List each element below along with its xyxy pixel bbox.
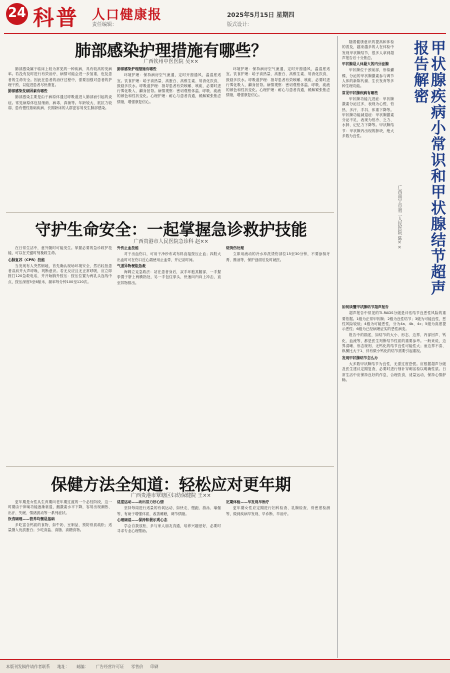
footer-item: 广告经营许可证: [95, 664, 124, 669]
article-body-column: [8, 246, 112, 464]
article-title-menopause: 保健方法全知道：轻松应对更年期: [50, 475, 291, 494]
footer-item: 零售价: [131, 664, 144, 669]
paragraph: 报告中的描述，如结节的大小、形态、边界、内部回声、钙化、血流等，都是医生判断结节性质的重要参考。一般来说，边界清晰、形态规则、无钙化的结节良性可能性大；而边界不清、纵横比大于1、伴有微小钙化的结节需要引起重视。: [342, 333, 446, 354]
designer-line: 版式设计：: [227, 22, 253, 28]
article-body-column: [8, 67, 112, 209]
article-body-column: [226, 500, 330, 655]
masthead-rule: [4, 33, 446, 34]
paragraph: 随着健康意识的提高和体检的普及，越来越多的人在体检中发现甲状腺结节，很多人拿到超声报告后十分焦虑。: [342, 40, 394, 60]
subheading: 饮食调理——营养均衡是基础: [8, 516, 55, 521]
paragraph: 肺部感染属于临床上较为常见的一种疾病，具有较高的发病率。若没有及时进行有效治疗，病情可能会进一步加重，危及患者的生命安全。因此在患者的治疗过程中，需要加强对患者的护理干预，以促进患者尽快康复。: [8, 67, 112, 87]
page-footer: [0, 659, 450, 673]
subheading: 发现甲状腺结节怎么办: [342, 355, 378, 360]
paragraph: 超声报告中常见的TI-RADS分级是评估结节良恶性风险的重要依据。1级为正常甲状腺；2级为良性结节；3级为可能良性，恶性风险较低；4级为可疑恶性，分为4a、4b、4c；5级为高度提示恶性；6级为已经病理证实的恶性病变。: [342, 311, 446, 332]
article-author: 广西贵港市人民医院急诊科 赵××: [133, 239, 209, 245]
side-article-column-top: [342, 40, 394, 302]
newspaper-name: 人口健康报: [92, 8, 163, 23]
subheading: 气道异物梗阻急救: [117, 263, 146, 268]
article-body-column: [226, 246, 330, 464]
footer-item: 印刷: [150, 664, 159, 669]
subheading: 外伤止血技能: [117, 246, 139, 250]
article-title-emergency-care: 守护生命安全：一起掌握急诊救护技能: [34, 220, 307, 239]
column-divider: [337, 36, 338, 658]
paragraph: 坚持每周进行适量的有氧运动，如快走、慢跑、游泳、瑜伽等，有助于增强体质，改善睡眠，调节情绪。: [117, 506, 221, 516]
paragraph: 环境护理：保持病房空气流通，定时开窗通风，温湿度适宜。饮食护理：给予高热量、高蛋白、高维生素、易消化饮食，鼓励多饮水。呼吸道护理：指导患者有效咳嗽、咳痰，必要时进行雾化吸入、翻身拍背。病情观察：密切观察体温、呼吸、痰液的颜色和性状变化。心理护理：耐心与患者沟通，缓解紧张焦虑情绪，增强康复信心。: [117, 73, 221, 104]
article-separator: [6, 212, 334, 213]
paragraph: 大多数甲状腺结节为良性，无需过度恐慌。应根据超声分级及医生建议定期复查，必要时进行细针穿刺活检以明确性质。日常生活中应保持良好的作息，合理饮食，适量运动，保持心情舒畅。: [342, 361, 446, 382]
paragraph: 甲状腺位于颈前部，形似蝴蝶，分泌的甲状腺激素参与调节人体的新陈代谢、生长发育等多种生理功能。: [342, 68, 394, 89]
paragraph: 学会自我放松，多与家人朋友沟通，培养兴趣爱好，必要时寻求专业心理帮助。: [117, 524, 221, 534]
article-body-column: [117, 67, 221, 209]
article-title-lung-infection: 肺部感染护理措施有哪些？: [74, 41, 267, 60]
page-number-badge: 24: [6, 3, 28, 25]
article-author: 广西贵港市覃塘区妇幼保健院 王××: [131, 493, 211, 499]
paragraph: 海姆立克急救法：站在患者身后，双手环抱其腰部，一手握拳置于脐上两横指处，另一手包住拳头，快速向内向上冲击，直至异物排出。: [117, 270, 221, 285]
paragraph: 更年期是女性从生育期向老年期过渡的一个必经阶段，这一时期由于卵巢功能逐渐衰退，雌激素水平下降，容易出现潮热、出汗、失眠、情绪波动等一系列症状。: [8, 500, 112, 515]
side-article-author: 广西南宁市第二人民医院 陈××: [397, 185, 402, 251]
footer-item: 邮编：: [76, 664, 89, 669]
article-author: 广西钦州中医医院 吴××: [143, 59, 199, 65]
footer-item: 本版刊发稿件请作者联系: [6, 664, 50, 669]
article-body-column: [8, 500, 112, 655]
paragraph: 对于出血伤口，可用干净纱布或布料直接按压止血；四肢大出血时可在伤口近心端使用止血带，并记录时间。: [117, 252, 221, 262]
subheading: 定期体检——早发现早治疗: [226, 500, 270, 504]
footer-item: 地址：: [57, 664, 70, 669]
paragraph: 当发现有人突然倒地，首先确认现场环境安全，然后轻拍患者双肩并大声呼唤，判断意识。若无反应且无正常呼吸，应立即拨打120急救电话，并开始胸外按压：按压位置为两乳头连线中点，按压深度5至6厘米，频率每分钟100至120次。: [8, 263, 112, 284]
paragraph: 肺部感染主要是由于病原体通过呼吸道进入肺部而引起的炎症。常见病原体包括细菌、病毒、真菌等。年龄较大、抵抗力较弱、患有慢性基础疾病、长期卧床的人群更容易发生肺部感染。: [8, 95, 112, 111]
article-separator: [6, 466, 334, 467]
subheading: 心理调适——保持积极乐观心态: [117, 517, 168, 522]
subheading: 常见甲状腺疾病有哪些: [342, 90, 378, 95]
article-body-column: [117, 246, 221, 464]
article-body-column: [117, 500, 221, 655]
subheading: 甲状腺是人体最大的内分泌腺: [342, 62, 389, 67]
subheading: 心肺复苏（CPR）技能: [8, 257, 45, 262]
subheading: 适度运动——动出活力好心情: [117, 500, 164, 504]
paragraph: 环境护理：保持病房空气流通，定时开窗通风，温湿度适宜。饮食护理：给予高热量、高蛋白、高维生素、易消化饮食，鼓励多饮水。呼吸道护理：指导患者有效咳嗽、咳痰，必要时进行雾化吸入、翻身拍背。病情观察：密切观察体温、呼吸、痰液的颜色和性状变化。心理护理：耐心与患者沟通，缓解紧张焦虑情绪，增强康复信心。: [226, 67, 330, 98]
paragraph: 多吃富含钙质的食物，如牛奶、豆制品，预防骨质疏松；适量摄入优质蛋白；少吃高盐、高脂、高糖食物。: [8, 523, 112, 533]
article-body-column: [226, 67, 330, 209]
section-title: 科普: [33, 6, 79, 30]
paragraph: 更年期女性应定期进行妇科检查、乳腺检查、骨密度检测等，做到疾病早发现、早诊断、早治疗。: [226, 506, 330, 516]
subheading: 如何读懂甲状腺结节超声报告: [342, 305, 389, 309]
editor-line: 责任编辑：: [92, 22, 118, 28]
paragraph: 在日常生活中，意外随时可能发生。掌握必要的急诊救护技能，可以在关键时刻挽救生命。: [8, 246, 112, 256]
paragraph: 立即用流动的冷水冲洗烫伤部位15至30分钟，不要涂抹牙膏、酱油等，保护创面后及时就医。: [226, 252, 330, 262]
paragraph: 甲状腺功能亢进症：甲状腺激素分泌过多，表现为心慌、怕热、多汗、手抖、体重下降等。甲状腺功能减退症：甲状腺激素分泌不足，表现为怕冷、乏力、水肿、记忆力下降等。甲状腺结节：甲状腺内出现的肿块，绝大多数为良性。: [342, 96, 394, 139]
subheading: 肺部感染发病因素有哪些: [8, 89, 48, 94]
masthead: [0, 0, 450, 38]
side-article-column-bottom: [342, 305, 446, 655]
subheading: 肺部感染护理措施有哪些: [117, 67, 157, 71]
issue-date: 2025年5月15日 星期四: [227, 12, 295, 19]
subheading: 烧烫伤处理: [226, 246, 244, 250]
side-article-title: 甲状腺疾病小常识和甲状腺结节超声报告解密: [412, 40, 447, 296]
